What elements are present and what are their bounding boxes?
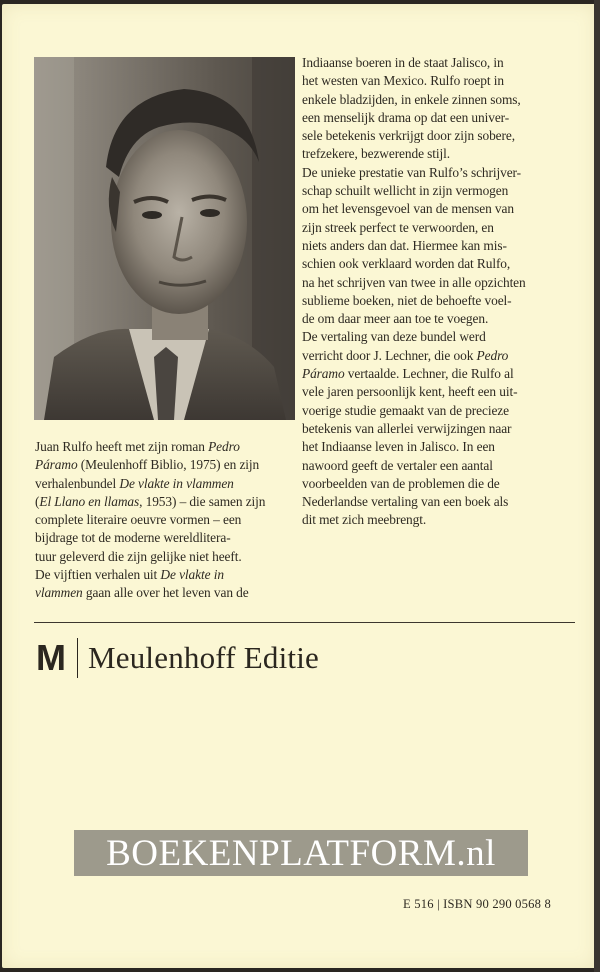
publisher-logo-letter: M	[36, 637, 65, 678]
text-run: trefzekere, bezwerende stijl.	[302, 146, 451, 162]
text-run: voorbeelden van de problemen die de	[302, 475, 500, 491]
caption-line	[35, 566, 297, 584]
text-run: De vijftien verhalen uit	[35, 567, 161, 583]
description-line	[302, 475, 574, 493]
caption-text	[35, 438, 297, 603]
description-line	[302, 493, 574, 511]
italic-title: Páramo	[35, 457, 78, 473]
text-run: na het schrijven van twee in alle opzichten	[302, 274, 526, 290]
description-line	[302, 310, 574, 328]
caption-line	[35, 493, 297, 511]
cover-edge-shadow	[594, 0, 600, 972]
description-line	[302, 511, 574, 529]
description-line	[302, 383, 574, 401]
divider-line	[34, 622, 575, 623]
caption-line	[35, 475, 297, 493]
description-line	[302, 438, 574, 456]
text-run: betekenis van allerlei verwijzingen naar	[302, 420, 512, 436]
description-line	[302, 255, 574, 273]
text-run: (	[35, 493, 40, 509]
logo-separator	[77, 638, 78, 678]
text-run: schap schuilt wellicht in zijn vermogen	[302, 183, 509, 199]
description-line	[302, 164, 574, 182]
description-line	[302, 182, 574, 200]
text-run: een menselijk drama op dat een univer-	[302, 109, 510, 125]
text-run: het Indiaanse leven in Jalisco. In een	[302, 439, 495, 455]
description-line	[302, 219, 574, 237]
text-run: De vertaling van deze bundel werd	[302, 329, 486, 345]
text-run: vertaalde. Lechner, die Rulfo al	[344, 366, 514, 382]
description-line	[302, 420, 574, 438]
caption-line	[35, 548, 297, 566]
italic-title: Pedro	[208, 439, 240, 454]
text-run: Nederlandse vertaling van een boek als	[302, 494, 509, 510]
text-run: verhalenbundel	[35, 475, 120, 491]
description-line	[302, 54, 574, 72]
book-back-cover	[2, 4, 596, 968]
caption-line	[35, 456, 297, 474]
description-line	[302, 328, 574, 346]
caption-line	[35, 529, 297, 547]
portrait-image	[34, 57, 295, 420]
text-run: (Meulenhoff Biblio, 1975) en zijn	[77, 457, 260, 473]
italic-title: De vlakte in vlammen	[119, 475, 234, 491]
text-run: complete literaire oeuvre vormen – een	[35, 512, 242, 528]
text-run: dit met zich meebrengt.	[302, 512, 427, 528]
text-run: De unieke prestatie van Rulfo’s schrijver-	[302, 164, 522, 180]
text-run: verricht door J. Lechner, die ook	[302, 347, 477, 363]
text-run: het westen van Mexico. Rulfo roept in	[302, 73, 504, 89]
text-run: Indiaanse boeren in de staat Jalisco, in	[302, 55, 504, 70]
italic-title: vlammen	[35, 585, 83, 601]
text-run: om het levensgevoel van de mensen van	[302, 201, 514, 217]
description-line	[302, 72, 574, 90]
description-line	[302, 109, 574, 127]
italic-title: De vlakte in	[160, 567, 224, 583]
text-run: vele jaren persoonlijk kent, heeft een uit-	[302, 384, 518, 400]
caption-line	[35, 584, 297, 602]
text-run: de om daar meer aan toe te voegen.	[302, 311, 489, 327]
description-line	[302, 91, 574, 109]
watermark-banner	[74, 830, 528, 876]
text-run: , 1953) – die samen zijn	[139, 493, 266, 509]
publisher-series-name: Meulenhoff Editie	[88, 640, 319, 675]
caption-line	[35, 511, 297, 529]
description-text	[302, 54, 574, 530]
description-line	[302, 347, 574, 365]
description-line	[302, 274, 574, 292]
text-run: sele betekenis verkrijgt door zijn sobere,	[302, 128, 515, 144]
italic-title: Pedro	[476, 347, 509, 363]
text-run: tuur geleverd die zijn gelijke niet heeft.	[35, 548, 242, 564]
watermark-text: BOEKENPLATFORM.nl	[106, 832, 496, 874]
text-run: sublieme boeken, niet de behoefte voel-	[302, 292, 512, 308]
text-run: schien ook verklaard worden dat Rulfo,	[302, 256, 511, 272]
description-line	[302, 237, 574, 255]
text-run: voerige studie gemaakt van de precieze	[302, 402, 509, 418]
text-run: niets anders dan dat. Hiermee kan mis-	[302, 237, 507, 253]
text-run: enkele bladzijden, in enkele zinnen soms,	[302, 91, 521, 107]
text-run: nawoord geeft de vertaler een aantal	[302, 457, 493, 473]
italic-title: Páramo	[302, 366, 345, 382]
text-run: gaan alle over het leven van de	[82, 585, 249, 601]
isbn-code: E 516 | ISBN 90 290 0568 8	[403, 897, 552, 911]
author-portrait-photo	[34, 57, 295, 420]
text-run: zijn streek perfect te verwoorden, en	[302, 219, 494, 235]
description-line	[302, 457, 574, 475]
description-line	[302, 200, 574, 218]
description-line	[302, 127, 574, 145]
text-run: bijdrage tot de moderne wereldlitera-	[35, 530, 231, 546]
description-line	[302, 145, 574, 163]
text-run: Juan Rulfo heeft met zijn roman	[35, 439, 209, 454]
italic-title: El Llano en llamas	[39, 493, 140, 509]
description-line	[302, 292, 574, 310]
description-line	[302, 365, 574, 383]
publisher-logo	[36, 636, 319, 680]
description-line	[302, 402, 574, 420]
caption-line	[35, 438, 297, 456]
